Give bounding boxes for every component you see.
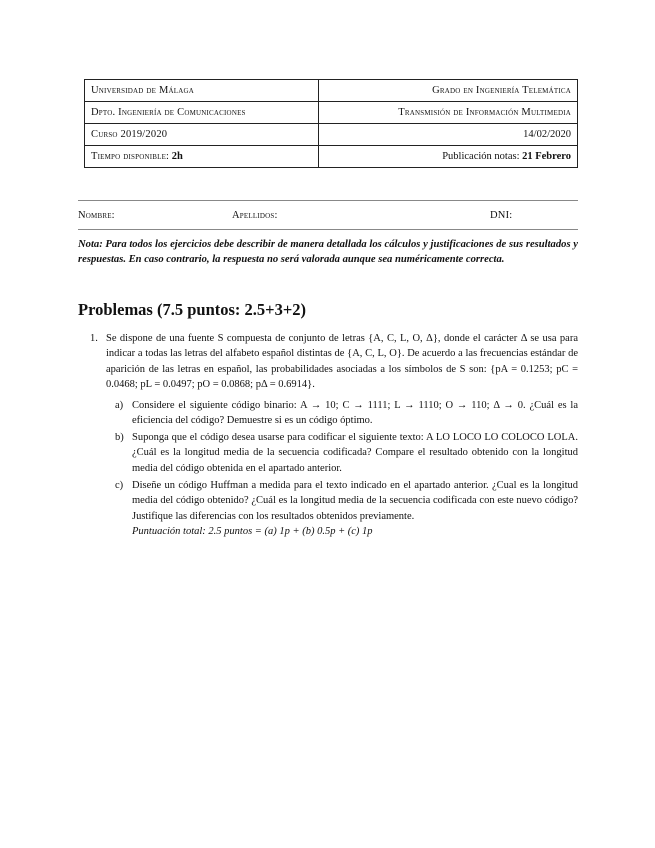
exam-header-table	[84, 79, 578, 168]
problem-statement: Se dispone de una fuente S compuesta de conjunto de letras {A, C, L, O, Δ}, donde el carácter Δ se usa para indicar a todas las letras del alfabeto español distintas de {A, C, L, O}. De acuerdo a las frecuencias estándar de aparición de las letras en español, las probabilidades asociadas a los símbolos de S son: {pA = 0.1253; pC = 0.0468; pL = 0.0497; pO = 0.0868; pΔ = 0.6914}.	[106, 333, 578, 390]
part-label: b)	[115, 432, 124, 443]
problem-part-a	[115, 398, 578, 429]
department-name: Dpto. Ingeniería de Comunicaciones	[85, 102, 319, 124]
publication-info	[318, 146, 577, 168]
subject-name: Transmisión de Información Multimedia	[318, 102, 577, 124]
problem-part-b	[115, 430, 578, 476]
score-breakdown: Puntuación total: 2.5 puntos = (a) 1p + (b) 0.5p + (c) 1p	[132, 525, 373, 537]
name-top-rule	[78, 200, 578, 201]
university-name: Universidad de Málaga	[85, 80, 319, 102]
problem-part-c	[115, 478, 578, 539]
problem-1	[90, 331, 578, 392]
part-text: Considere el siguiente código binario: A → 10; C → 1111; L → 1110; O → 110; Δ → 0. ¿Cuál es la eficiencia del código? Demuestre si es un código óptimo.	[132, 400, 578, 427]
problem-number: 1.	[90, 333, 98, 344]
degree-name: Grado en Ingeniería Telemática	[318, 80, 577, 102]
time-available	[85, 146, 319, 168]
course-year: Curso 2019/2020	[85, 124, 319, 146]
time-label: Tiempo disponible:	[91, 151, 170, 162]
section-title: Problemas (7.5 puntos: 2.5+3+2)	[78, 300, 306, 319]
exam-note: Nota: Para todos los ejercicios debe describir de manera detallada los cálculos y justificaciones de sus resultados y respuestas. En caso contrario, la respuesta no será valorada aunque sea numéricamente correcta.	[78, 239, 578, 265]
part-label: a)	[115, 400, 124, 411]
time-value: 2h	[171, 151, 183, 162]
part-text: Suponga que el código desea usarse para codificar el siguiente texto: A LO LOCO LO COLOCO LOLA. ¿Cuál es la longitud media de la secuencia codificada? Compare el resultado obtenido con la longitud media del código obtenida en el apartado anterior.	[132, 432, 578, 474]
exam-date: 14/02/2020	[318, 124, 577, 146]
name-field-label: Nombre:	[78, 210, 115, 221]
part-label: c)	[115, 480, 124, 491]
dni-field-label: DNI:	[490, 210, 513, 221]
part-text: Diseñe un código Huffman a medida para el texto indicado en el apartado anterior. ¿Cual es la longitud media del código obtenido? ¿Cuál es la longitud media de la secuencia codificada con este nuevo código? Justifique las diferencias con los resultados obtenidos previamente.	[132, 480, 578, 522]
publication-label: Publicación notas:	[442, 151, 520, 162]
name-bottom-rule	[78, 229, 578, 230]
publication-value: 21 Febrero	[522, 151, 571, 162]
surname-field-label: Apellidos:	[232, 210, 278, 221]
